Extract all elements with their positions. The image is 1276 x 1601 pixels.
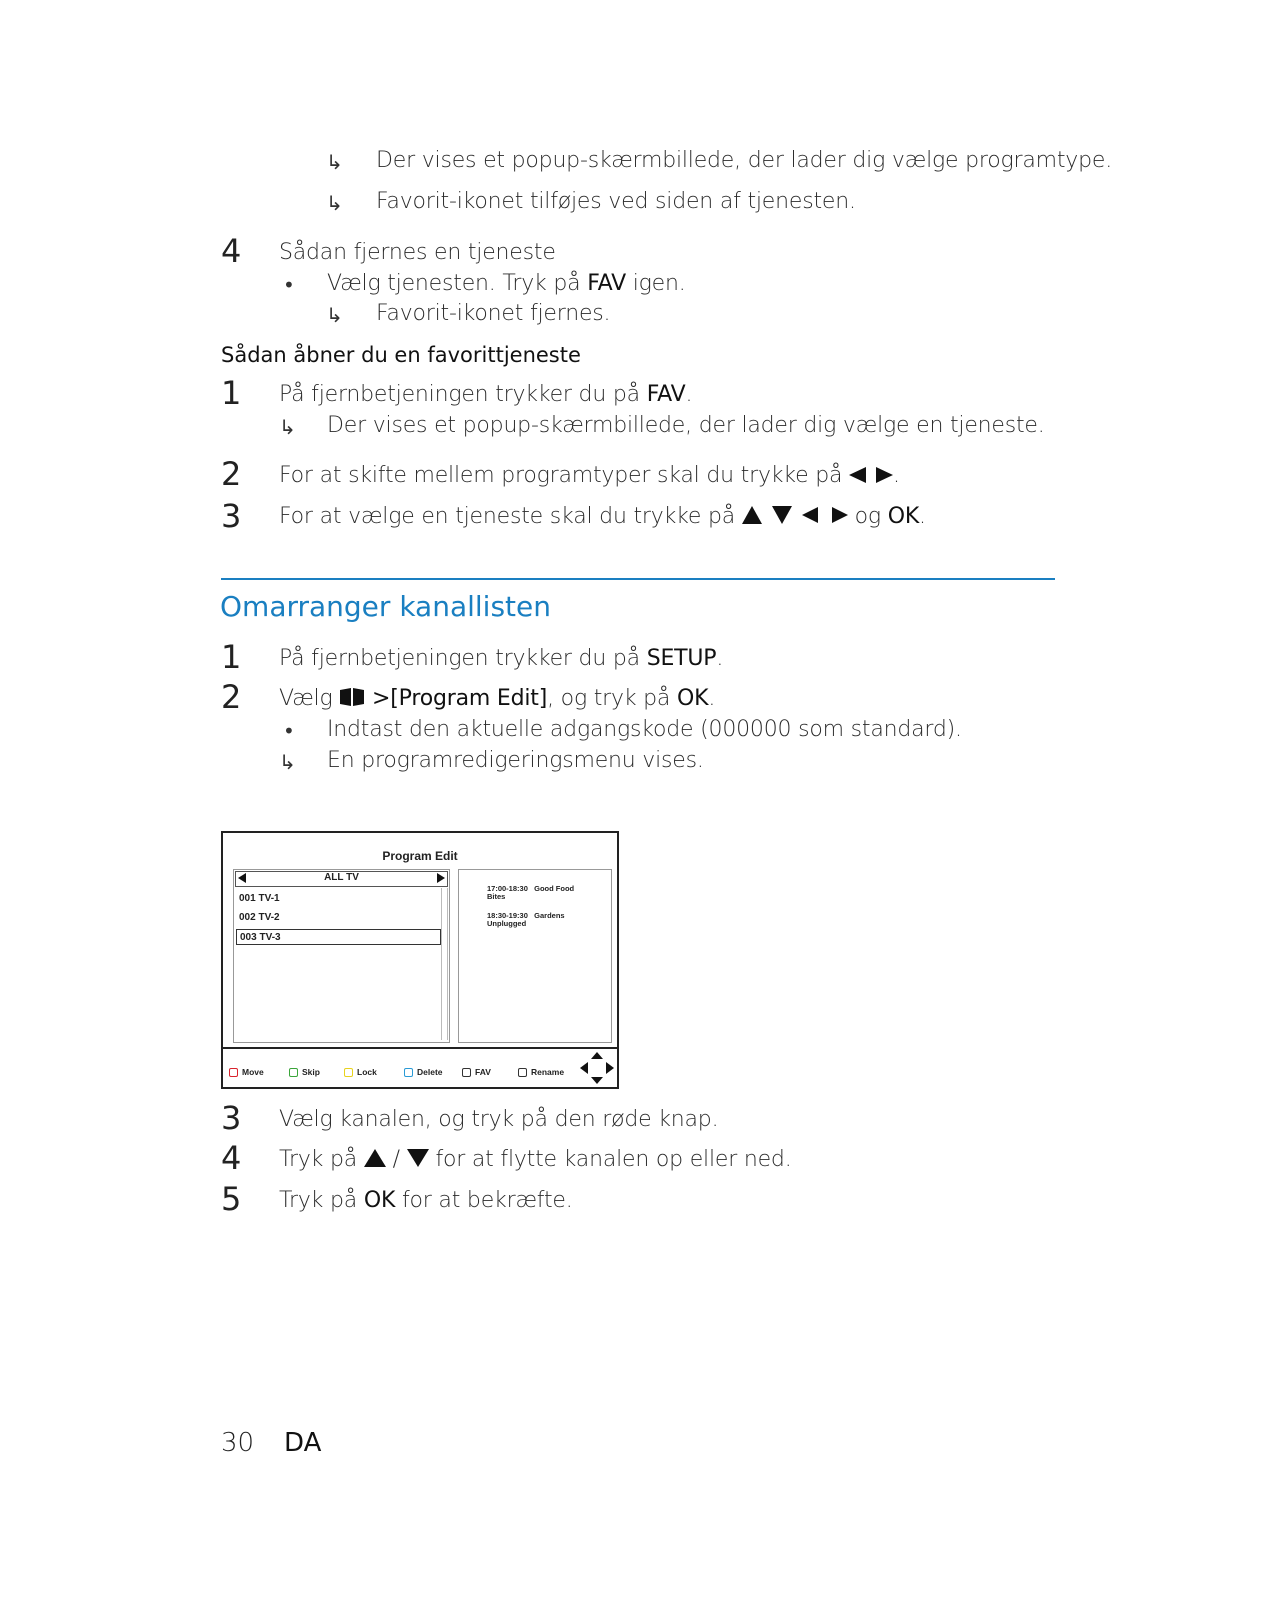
period: . xyxy=(919,504,926,529)
open-fav-step-1-text: På fjernbetjeningen trykker du på xyxy=(279,382,647,407)
later-step-5 xyxy=(279,1188,573,1213)
open-fav-step-3-text: For at vælge en tjeneste skal du trykke på xyxy=(279,504,742,529)
left-right-arrows-icon xyxy=(849,466,893,484)
ok-key: OK xyxy=(363,1188,396,1213)
red-button-icon xyxy=(229,1068,238,1077)
result-arrow-icon: ↳ xyxy=(326,150,343,174)
fav-button-icon xyxy=(462,1068,471,1077)
og-text: og xyxy=(847,504,888,529)
intro-line-1: Der vises et popup-skærmbillede, der lader dig vælge programtype. xyxy=(376,148,1113,173)
ok-key: OK xyxy=(887,504,920,529)
section-title: Omarranger kanallisten xyxy=(220,590,551,623)
channel-list-panel xyxy=(233,869,450,1043)
remove-heading: Sådan fjernes en tjeneste xyxy=(279,240,556,265)
step-number: 4 xyxy=(221,232,242,270)
result-arrow-icon: ↳ xyxy=(326,303,343,327)
later-step-5-text-end: for at bekræfte. xyxy=(395,1188,573,1213)
key-legend-bar xyxy=(223,1047,617,1089)
remove-bullet-text: Vælg tjenesten. Tryk på xyxy=(327,271,588,296)
key-delete-label: Delete xyxy=(417,1067,443,1077)
epg-title-cont: Bites xyxy=(487,892,506,901)
key-rename xyxy=(518,1067,564,1077)
key-fav-label: FAV xyxy=(475,1067,491,1077)
result-arrow-icon: ↳ xyxy=(326,191,343,215)
rename-button-icon xyxy=(518,1068,527,1077)
epg-panel xyxy=(458,869,612,1043)
section-divider xyxy=(221,578,1055,580)
step-number: 2 xyxy=(221,678,242,716)
remove-bullet-text-end: igen. xyxy=(625,271,686,296)
epg-time: 17:00-18:30 xyxy=(487,884,528,893)
channel-row[interactable]: 002 TV-2 xyxy=(239,912,280,923)
up-arrow-icon xyxy=(364,1148,386,1168)
yellow-button-icon xyxy=(344,1068,353,1077)
key-lock-label: Lock xyxy=(357,1067,377,1077)
period: . xyxy=(685,382,693,407)
intro-line-2: Favorit-ikonet tilføjes ved siden af tjenesten. xyxy=(376,189,856,214)
step-number: 3 xyxy=(221,1099,242,1137)
section-step-1-text: På fjernbetjeningen trykker du på xyxy=(279,646,647,671)
step-number: 1 xyxy=(221,638,242,676)
program-edit-screen xyxy=(221,831,619,1089)
dpad-icon xyxy=(580,1052,614,1084)
open-fav-step-2 xyxy=(279,463,900,488)
step-number: 4 xyxy=(221,1139,242,1177)
later-step-4-text: Tryk på xyxy=(279,1147,364,1172)
section-bullet: Indtast den aktuelle adgangskode (000000 som standard). xyxy=(327,717,962,742)
result-arrow-icon: ↳ xyxy=(279,750,296,774)
step-number: 3 xyxy=(221,497,242,535)
channel-row-selected[interactable]: 003 TV-3 xyxy=(236,929,441,945)
period: . xyxy=(716,646,724,671)
section-step-2-text-mid: , og tryk på xyxy=(547,686,677,711)
tab-label: ALL TV xyxy=(324,872,359,883)
epg-time: 18:30-19:30 xyxy=(487,911,528,920)
green-button-icon xyxy=(289,1068,298,1077)
ok-key: OK xyxy=(677,686,709,711)
channel-tab-bar[interactable] xyxy=(235,871,448,887)
slash: / xyxy=(385,1147,407,1172)
section-step-1 xyxy=(279,646,723,671)
step-number: 1 xyxy=(221,374,242,412)
key-skip xyxy=(289,1067,320,1077)
fav-key: FAV xyxy=(587,271,626,296)
later-step-4 xyxy=(279,1147,791,1172)
remove-bullet xyxy=(327,271,686,296)
epg-entry xyxy=(487,885,574,901)
book-icon xyxy=(339,687,365,707)
step-number: 5 xyxy=(221,1180,242,1218)
screen-title: Program Edit xyxy=(382,849,458,863)
section-result: En programredigeringsmenu vises. xyxy=(327,748,704,773)
fav-key: FAV xyxy=(646,382,686,407)
key-lock xyxy=(344,1067,377,1077)
key-delete xyxy=(404,1067,443,1077)
bullet-icon: • xyxy=(283,719,295,743)
bullet-icon: • xyxy=(283,273,295,297)
open-fav-subheading: Sådan åbner du en favorittjeneste xyxy=(221,343,581,367)
period: . xyxy=(708,686,716,711)
epg-title-cont: Unplugged xyxy=(487,919,527,928)
key-rename-label: Rename xyxy=(531,1067,565,1077)
remove-result: Favorit-ikonet fjernes. xyxy=(376,301,611,326)
open-fav-step-1-result: Der vises et popup-skærmbillede, der lader dig vælge en tjeneste. xyxy=(327,413,1045,438)
tab-right-arrow-icon[interactable] xyxy=(437,873,445,883)
later-step-3: Vælg kanalen, og tryk på den røde knap. xyxy=(279,1107,719,1132)
open-fav-step-3 xyxy=(279,504,926,529)
page-number: 30 xyxy=(221,1428,255,1458)
down-arrow-icon xyxy=(407,1148,429,1168)
key-move-label: Move xyxy=(242,1067,264,1077)
epg-title: Gardens xyxy=(534,911,565,920)
section-step-2 xyxy=(279,686,715,711)
navigation-arrows-icon xyxy=(742,505,848,525)
epg-entry xyxy=(487,912,565,928)
later-step-5-text: Tryk på xyxy=(279,1188,364,1213)
open-fav-step-1 xyxy=(279,382,692,407)
program-edit-menu: >[Program Edit] xyxy=(365,686,548,711)
step-number: 2 xyxy=(221,455,242,493)
setup-key: SETUP xyxy=(646,646,717,671)
open-fav-step-2-text: For at skifte mellem programtyper skal du trykke på xyxy=(279,463,850,488)
key-fav xyxy=(462,1067,491,1077)
later-step-4-text-end: for at flytte kanalen op eller ned. xyxy=(428,1147,792,1172)
channel-scrollbar[interactable] xyxy=(441,888,448,1040)
period: . xyxy=(893,463,900,488)
epg-title: Good Food xyxy=(534,884,575,893)
section-step-2-text: Vælg xyxy=(279,686,340,711)
result-arrow-icon: ↳ xyxy=(279,415,296,439)
key-skip-label: Skip xyxy=(302,1067,320,1077)
language-code: DA xyxy=(284,1428,322,1458)
key-move xyxy=(229,1067,264,1077)
blue-button-icon xyxy=(404,1068,413,1077)
channel-row[interactable]: 001 TV-1 xyxy=(239,893,280,904)
